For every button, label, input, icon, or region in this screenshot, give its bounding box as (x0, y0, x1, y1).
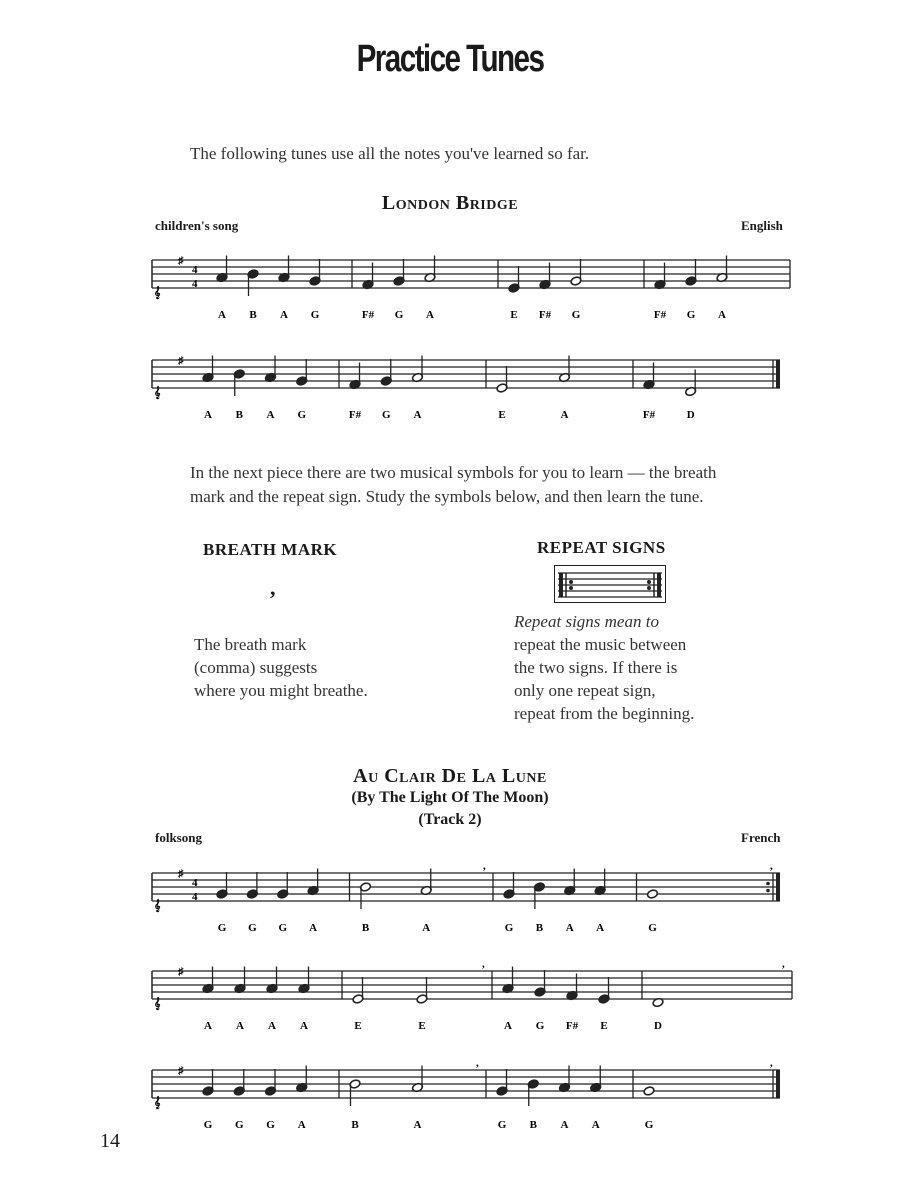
note-name-label: G (644, 1119, 654, 1131)
song-title-au-clair: Au Clair De La Lune (353, 765, 547, 787)
note-head (266, 983, 278, 993)
note-name-label: A (300, 1020, 308, 1032)
note-head (533, 882, 545, 892)
repeat-dot (766, 889, 770, 893)
treble-clef-icon: 𝄞 (154, 1097, 161, 1109)
note-head (534, 987, 546, 997)
note-head (598, 994, 610, 1004)
note-name-label: F# (642, 409, 656, 421)
note-name-label: A (280, 309, 288, 321)
breath-mark-icon: , (782, 958, 785, 970)
song-title-london-bridge: London Bridge (381, 192, 519, 214)
note-name-label: A (218, 309, 226, 321)
time-signature-top: 4 (192, 264, 198, 276)
note-head (527, 1079, 539, 1089)
treble-clef-icon: 𝄞 (154, 387, 161, 399)
final-bar-thick (776, 873, 780, 901)
note-name-label: A (268, 1020, 276, 1032)
note-name-label: B (535, 922, 544, 934)
paragraph-line: In the next piece there are two musical symbols for you to learn — the breath (190, 463, 717, 482)
note-name-label: G (648, 922, 657, 934)
note-head (496, 1086, 508, 1096)
repeat-line: repeat from the beginning. (514, 704, 695, 723)
note-name-label: E (498, 409, 506, 421)
note-head (265, 1086, 277, 1096)
note-name-label: A (413, 1119, 422, 1131)
note-head (564, 885, 576, 895)
breath-mark-description (194, 633, 368, 702)
note-head (594, 885, 606, 895)
note-head (349, 379, 361, 389)
song-style-label: children's song (155, 218, 239, 233)
note-name-label: G (535, 1020, 545, 1032)
note-name-label: B (249, 309, 257, 321)
repeat-signs-heading: REPEAT SIGNS (537, 538, 666, 557)
note-head (380, 376, 392, 386)
breath-line: where you might breathe. (194, 681, 368, 700)
page-number: 14 (100, 1130, 120, 1152)
note-name-label: F# (653, 309, 667, 321)
note-head (420, 885, 432, 895)
song-track: (Track 2) (418, 811, 482, 828)
note-name-label: G (571, 309, 581, 321)
note-name-label: G (394, 309, 404, 321)
repeat-line: only one repeat sign, (514, 681, 656, 700)
note-name-label: G (266, 1119, 275, 1131)
note-name-label: E (418, 1020, 426, 1032)
note-name-label: A (422, 922, 431, 934)
note-head (349, 1079, 361, 1089)
note-name-label: F# (348, 409, 362, 421)
note-head (246, 889, 258, 899)
note-head (716, 272, 728, 282)
note-head (216, 272, 228, 282)
note-head (643, 1086, 655, 1096)
time-signature-bottom: 4 (192, 278, 198, 290)
final-bar-thick (776, 1070, 780, 1098)
note-head (412, 1082, 424, 1092)
note-name-label: B (361, 922, 370, 934)
key-signature-sharp-icon: ♯ (178, 255, 184, 267)
note-name-label: B (235, 409, 243, 421)
note-name-label: A (591, 1119, 600, 1131)
note-name-label: A (560, 1119, 569, 1131)
note-head (685, 276, 697, 286)
note-name-label: G (381, 409, 391, 421)
note-head (559, 1082, 571, 1092)
note-name-label: G (234, 1119, 244, 1131)
note-name-label: G (310, 309, 320, 321)
note-name-label: B (529, 1119, 537, 1131)
note-head (647, 889, 659, 899)
note-head (296, 376, 308, 386)
note-head (654, 279, 666, 289)
song-origin-label: French (741, 830, 781, 845)
note-name-label: G (497, 1119, 507, 1131)
note-name-label: G (217, 922, 227, 934)
note-head (502, 983, 514, 993)
paragraph-line: mark and the repeat sign. Study the symbols below, and then learn the tune. (190, 487, 704, 506)
note-head (277, 889, 289, 899)
time-signature-top: 4 (192, 877, 198, 889)
song-style-label: folksong (155, 830, 202, 845)
note-head (296, 1082, 308, 1092)
final-bar-thick (776, 360, 780, 388)
breath-mark-icon: , (482, 958, 485, 970)
note-head (233, 1086, 245, 1096)
note-head (216, 889, 228, 899)
note-head (503, 889, 515, 899)
note-head (234, 983, 246, 993)
breath-mark-symbol: , (270, 575, 276, 600)
note-head (298, 983, 310, 993)
repeat-sign-icon (554, 565, 666, 603)
breath-mark-icon: , (770, 1057, 773, 1069)
note-name-label: A (236, 1020, 244, 1032)
note-name-label: E (510, 309, 518, 321)
note-head (202, 1086, 214, 1096)
note-name-label: A (596, 922, 605, 934)
breath-mark-heading: BREATH MARK (203, 540, 338, 559)
repeat-line: Repeat signs mean to (514, 612, 659, 631)
note-head (265, 372, 277, 382)
note-name-label: A (204, 409, 212, 421)
note-name-label: D (654, 1020, 662, 1032)
note-name-label: E (600, 1020, 608, 1032)
note-name-label: A (560, 409, 569, 421)
note-head (685, 386, 697, 396)
note-head (309, 276, 321, 286)
note-head (393, 276, 405, 286)
note-name-label: G (686, 309, 696, 321)
note-head (539, 279, 551, 289)
note-name-label: E (354, 1020, 362, 1032)
key-signature-sharp-icon: ♯ (178, 868, 184, 880)
note-name-label: A (266, 409, 275, 421)
note-head (233, 369, 245, 379)
note-head (352, 994, 364, 1004)
breath-line: (comma) suggests (194, 658, 318, 677)
note-name-label: A (413, 409, 422, 421)
song-origin-label: English (741, 218, 783, 233)
note-name-label: D (686, 409, 695, 421)
note-name-label: A (426, 309, 434, 321)
breath-mark-icon: , (770, 860, 773, 872)
note-name-label: G (297, 409, 307, 421)
breath-mark-icon: , (483, 860, 486, 872)
note-head (416, 994, 428, 1004)
page-title: Practice Tunes (356, 38, 544, 80)
note-head (278, 272, 290, 282)
note-name-label: A (309, 922, 318, 934)
note-head (559, 372, 571, 382)
note-name-label: A (504, 1020, 512, 1032)
breath-line: The breath mark (194, 635, 307, 654)
note-head (360, 882, 372, 892)
time-signature-bottom: 4 (192, 891, 198, 903)
repeat-signs-description (514, 610, 694, 725)
note-head (652, 997, 664, 1007)
note-name-label: G (248, 922, 257, 934)
intro-text: The following tunes use all the notes you've learned so far. (190, 144, 590, 163)
note-name-label: F# (565, 1020, 579, 1032)
note-head (590, 1082, 602, 1092)
note-head (508, 283, 520, 293)
note-head (643, 379, 655, 389)
key-signature-sharp-icon: ♯ (178, 1065, 184, 1077)
note-name-label: A (297, 1119, 306, 1131)
key-signature-sharp-icon: ♯ (178, 966, 184, 978)
note-name-label: G (203, 1119, 213, 1131)
note-head (362, 279, 374, 289)
note-name-label: A (565, 922, 574, 934)
note-head (566, 990, 578, 1000)
breath-mark-icon: , (476, 1057, 479, 1069)
repeat-line: the two signs. If there is (514, 658, 678, 677)
treble-clef-icon: 𝄞 (154, 998, 161, 1010)
note-head (247, 269, 259, 279)
repeat-line: repeat the music between (514, 635, 687, 654)
note-head (307, 885, 319, 895)
note-name-label: B (351, 1119, 359, 1131)
note-name-label: G (504, 922, 514, 934)
treble-clef-icon: 𝄞 (154, 287, 161, 299)
instruction-paragraph (190, 461, 716, 509)
note-head (496, 383, 508, 393)
treble-clef-icon: 𝄞 (154, 900, 161, 912)
note-name-label: F# (361, 309, 375, 321)
note-head (202, 372, 214, 382)
note-name-label: A (718, 309, 726, 321)
note-name-label: G (278, 922, 288, 934)
note-head (202, 983, 214, 993)
note-name-label: F# (538, 309, 552, 321)
repeat-dot (766, 882, 770, 886)
song-subtitle: (By The Light Of The Moon) (351, 789, 549, 806)
note-head (412, 372, 424, 382)
note-head (424, 272, 436, 282)
note-head (570, 276, 582, 286)
note-name-label: A (204, 1020, 212, 1032)
key-signature-sharp-icon: ♯ (178, 355, 184, 367)
